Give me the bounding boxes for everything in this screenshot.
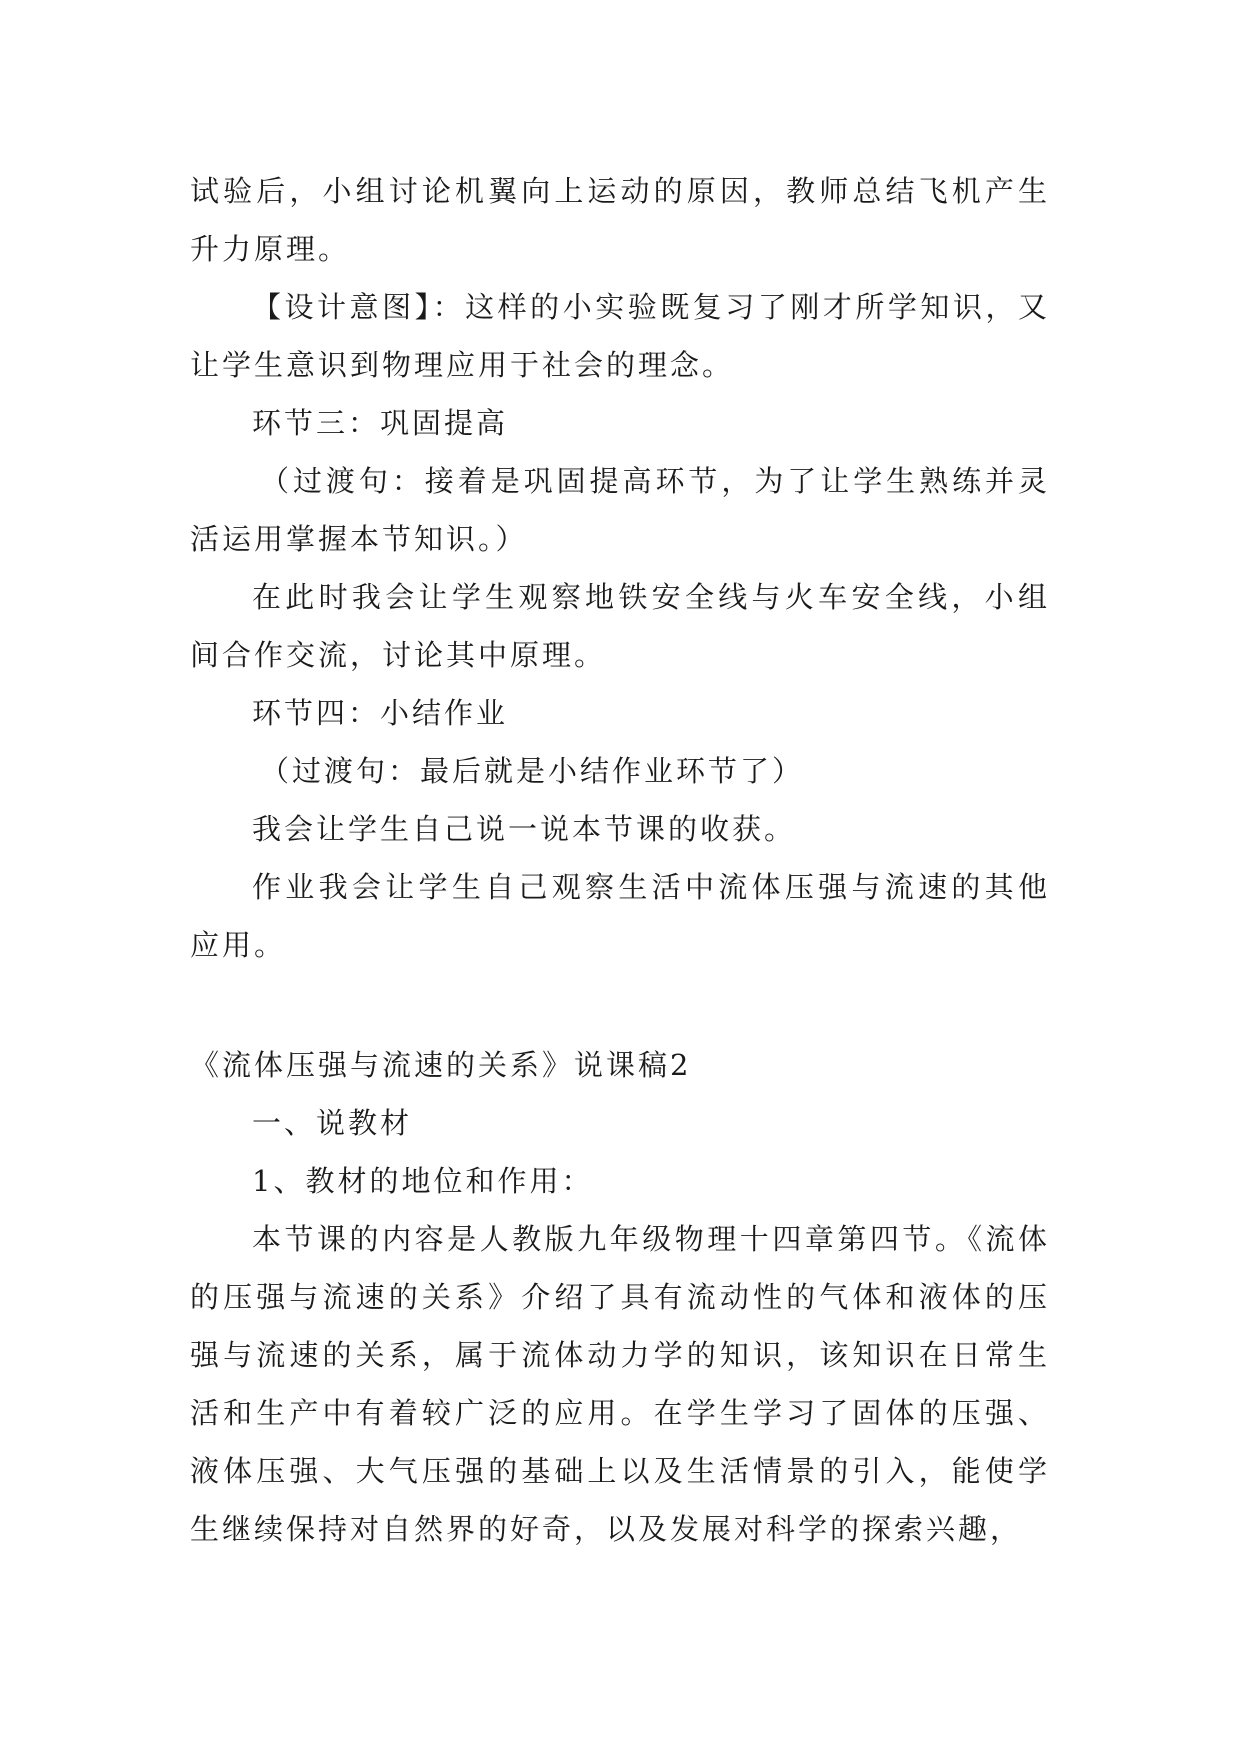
heading-step-four: 环节四：小结作业 xyxy=(252,696,509,730)
heading-step-three: 环节三：巩固提高 xyxy=(252,406,509,440)
paragraph-transition-summary: （过渡句：最后就是小结作业环节了） xyxy=(260,754,805,788)
paragraph-safety-line: 在此时我会让学生观察地铁安全线与火车安全线，小组间合作交流，讨论其中原理。 xyxy=(190,580,1050,672)
heading-textbook-role: 1、教材的地位和作用： xyxy=(252,1164,594,1198)
section-title: 《流体压强与流速的关系》说课稿2 xyxy=(190,1048,692,1082)
paragraph-harvest: 我会让学生自己说一说本节课的收获。 xyxy=(252,812,797,846)
paragraph-homework: 作业我会让学生自己观察生活中流体压强与流速的其他应用。 xyxy=(190,870,1050,962)
paragraph-experiment-discussion: 试验后，小组讨论机翼向上运动的原因，教师总结飞机产生升力原理。 xyxy=(190,174,1050,266)
paragraph-textbook-content: 本节课的内容是人教版九年级物理十四章第四节。《流体的压强与流速的关系》介绍了具有流动性的气体和液体的压强与流速的关系，属于流体动力学的知识，该知识在日常生活和生产中有着较广泛的应用。在学生学习了固体的压强、液体压强、大气压强的基础上以及生活情景的引入，能使学生继续保持对自然界的好奇，以及发展对科学的探索兴趣， xyxy=(190,1222,1050,1546)
heading-textbook: 一、说教材 xyxy=(252,1106,413,1140)
paragraph-transition-consolidation: （过渡句：接着是巩固提高环节，为了让学生熟练并灵活运用掌握本节知识。） xyxy=(190,464,1050,556)
paragraph-design-intent: 【设计意图】：这样的小实验既复习了刚才所学知识，又让学生意识到物理应用于社会的理念。 xyxy=(190,290,1050,382)
document-body xyxy=(190,162,1050,1558)
